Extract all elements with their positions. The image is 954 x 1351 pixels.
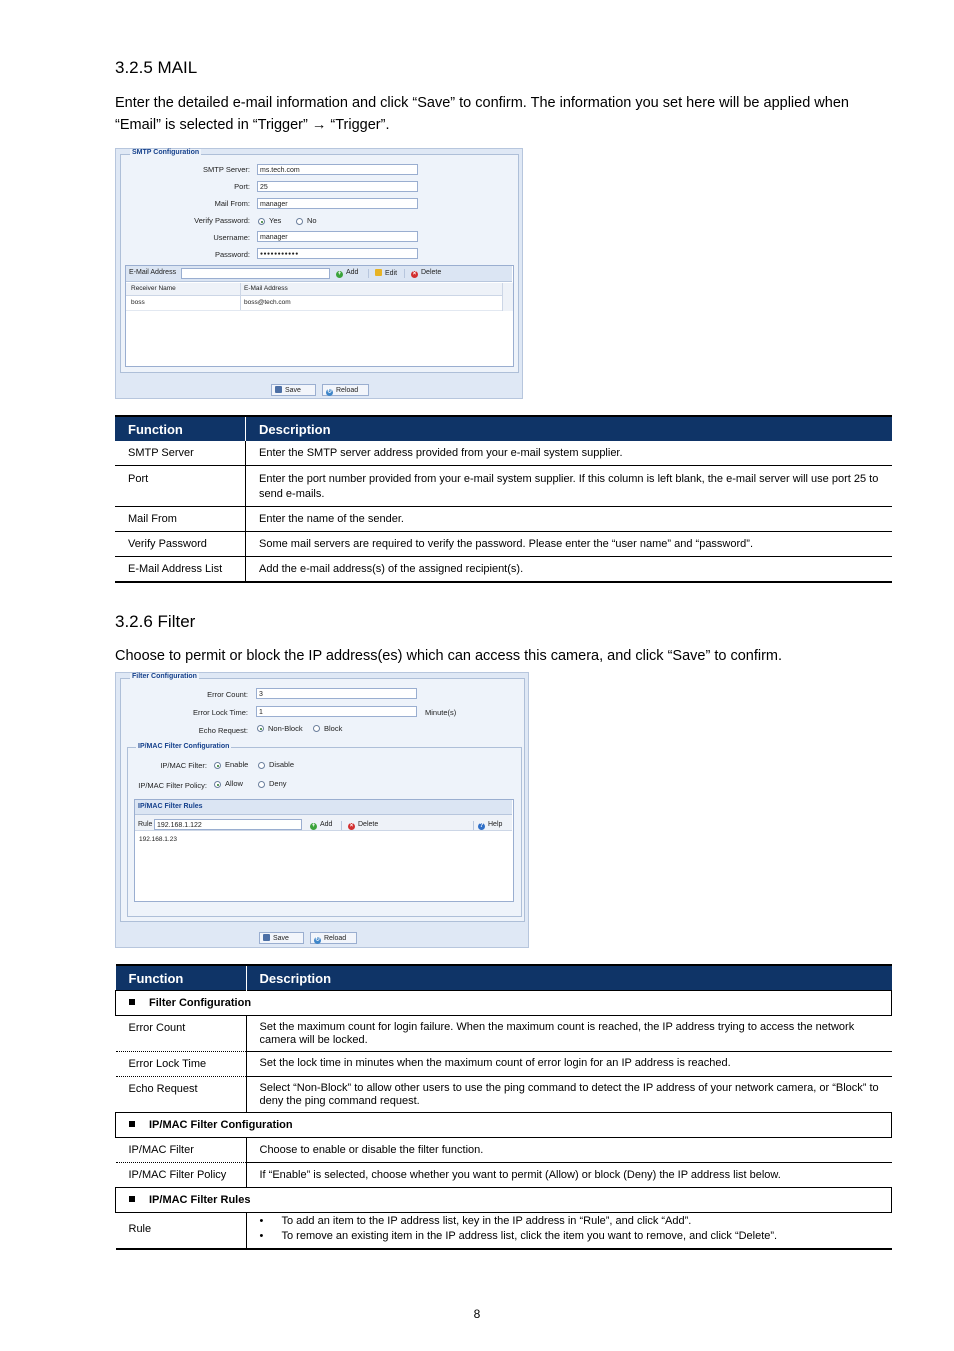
delete-icon: ×	[412, 271, 417, 277]
edit-icon	[375, 269, 382, 276]
echo-block-label: Block	[324, 724, 343, 733]
mail-from-input[interactable]: manager	[257, 198, 418, 209]
ipmac-enable-label: Enable	[225, 760, 249, 769]
function-cell: SMTP Server	[115, 441, 246, 466]
function-cell: Verify Password	[115, 532, 246, 557]
email-address-label: E-Mail Address	[129, 269, 177, 276]
table-row	[116, 1138, 892, 1163]
rule-delete-button[interactable]: × Delete	[349, 821, 379, 829]
description-cell: Enter the port number provided from your e-mail system supplier. If this column is left blank, the e-mail server will use port 25 to send e-mails.	[246, 466, 893, 507]
username-input[interactable]: manager	[257, 231, 418, 242]
error-count-input[interactable]: 3	[256, 688, 417, 699]
help-icon: ?	[479, 823, 484, 829]
ipmac-disable-label: Disable	[269, 760, 295, 769]
fn-rule: Rule	[116, 1213, 247, 1250]
filter-heading: 3.2.6 Filter	[115, 612, 196, 631]
table-row	[115, 532, 892, 557]
filter-reload-button[interactable]: ↻ Reload	[310, 932, 357, 944]
table-row	[115, 441, 892, 466]
desc-echo-request: Select “Non-Block” to allow other users to use the ping command to detect the IP address of your network camera, or “Block” to deny the ping command request.	[246, 1077, 892, 1113]
table-row	[116, 1163, 892, 1188]
rule-bullet-add: • To add an item to the IP address list, key in the IP address in “Rule”, and click “Add”.	[260, 1214, 884, 1229]
email-grid-scrollbar[interactable]	[502, 283, 513, 311]
verify-yes-radio[interactable]	[258, 218, 265, 225]
reload-icon: ↻	[326, 389, 333, 395]
smtp-server-input[interactable]: ms.tech.com	[257, 164, 418, 175]
desc-error-lock-time: Set the lock time in minutes when the maximum count of error login for an IP address is reached.	[246, 1052, 892, 1077]
mail-from-label: Mail From:	[214, 199, 250, 208]
square-bullet-icon	[129, 1196, 135, 1202]
rule-help-button[interactable]: ? Help	[479, 821, 503, 829]
error-lock-time-label: Error Lock Time:	[192, 708, 248, 717]
section-ipmac-filter-configuration: IP/MAC Filter Configuration	[116, 1113, 892, 1138]
ipmac-filter-label: IP/MAC Filter:	[160, 761, 207, 770]
verify-password-label: Verify Password:	[194, 216, 250, 225]
policy-deny-radio[interactable]	[258, 781, 265, 788]
table-row	[115, 507, 892, 532]
add-email-button[interactable]: + Add	[337, 269, 359, 277]
verify-no-radio[interactable]	[296, 218, 303, 225]
fn-error-count: Error Count	[116, 1016, 247, 1052]
rule-label: Rule	[138, 821, 153, 828]
reload-icon: ↻	[314, 937, 321, 943]
table-row	[115, 557, 892, 583]
filter-intro: Choose to permit or block the IP address(es) which can access this camera, and click “Save” to confirm.	[115, 648, 783, 664]
page-number: 8	[473, 1307, 481, 1321]
password-label: Password:	[214, 250, 250, 259]
email-row-address[interactable]: boss@tech.com	[244, 299, 291, 306]
section-ipmac-filter-rules: IP/MAC Filter Rules	[116, 1188, 892, 1213]
fn-ipmac-filter: IP/MAC Filter	[116, 1138, 247, 1163]
add-icon: +	[311, 823, 316, 829]
desc-error-count: Set the maximum count for login failure. When the maximum count is reached, the IP address trying to access the network camera will be locked.	[246, 1016, 892, 1052]
echo-request-label: Echo Request:	[198, 726, 248, 735]
square-bullet-icon	[129, 1121, 135, 1127]
save-icon	[263, 934, 270, 941]
minutes-label: Minute(s)	[425, 708, 457, 717]
policy-allow-label: Allow	[225, 779, 243, 788]
table-row	[115, 466, 892, 507]
function-cell: Mail From	[115, 507, 246, 532]
description-cell: Some mail servers are required to verify the password. Please enter the “user name” and “password”.	[246, 532, 893, 557]
col-receiver-name: Receiver Name	[131, 285, 176, 292]
error-lock-time-input[interactable]: 1	[256, 706, 417, 717]
fn-ipmac-filter-policy: IP/MAC Filter Policy	[116, 1163, 247, 1188]
smtp-server-label: SMTP Server:	[203, 165, 250, 174]
filter-function-table	[115, 964, 892, 1250]
table-row	[116, 1052, 892, 1077]
email-address-input[interactable]	[181, 268, 330, 279]
filter-col-description: Description	[246, 965, 892, 991]
mail-save-button[interactable]: Save	[271, 384, 316, 396]
desc-ipmac-filter-policy: If “Enable” is selected, choose whether you want to permit (Allow) or block (Deny) the IP address list below.	[246, 1163, 892, 1188]
filter-legend: Filter Configuration	[132, 673, 197, 680]
description-cell: Add the e-mail address(s) of the assigned recipient(s).	[246, 557, 893, 583]
mail-heading: 3.2.5 MAIL	[115, 58, 198, 77]
mail-col-description: Description	[246, 416, 893, 441]
ipmac-enable-radio[interactable]	[214, 762, 221, 769]
email-row-receiver[interactable]: boss	[131, 299, 145, 306]
function-cell: E-Mail Address List	[115, 557, 246, 583]
delete-email-button[interactable]: × Delete	[412, 269, 442, 277]
filter-save-button[interactable]: Save	[259, 932, 304, 944]
rule-list-item[interactable]: 192.168.1.23	[139, 836, 177, 843]
table-row	[116, 1016, 892, 1052]
fn-error-lock-time: Error Lock Time	[116, 1052, 247, 1077]
echo-nonblock-radio[interactable]	[257, 725, 264, 732]
rule-add-button[interactable]: + Add	[311, 821, 333, 829]
rule-input[interactable]: 192.168.1.122	[154, 819, 302, 830]
error-count-label: Error Count:	[207, 690, 248, 699]
add-icon: +	[337, 271, 342, 277]
rule-bullet-delete: • To remove an existing item in the IP address list, click the item you want to remove, and click “Delete”.	[260, 1229, 884, 1244]
echo-nonblock-label: Non-Block	[268, 724, 303, 733]
mail-col-function: Function	[115, 416, 246, 441]
smtp-screenshot	[115, 148, 523, 399]
rules-title: IP/MAC Filter Rules	[138, 803, 203, 810]
description-cell: Enter the SMTP server address provided from your e-mail system supplier.	[246, 441, 893, 466]
fn-echo-request: Echo Request	[116, 1077, 247, 1113]
echo-block-radio[interactable]	[313, 725, 320, 732]
ipmac-policy-label: IP/MAC Filter Policy:	[138, 781, 207, 790]
description-cell: Enter the name of the sender.	[246, 507, 893, 532]
port-label: Port:	[234, 182, 250, 191]
delete-icon: ×	[349, 823, 354, 829]
table-row	[116, 1213, 892, 1250]
ipmac-disable-radio[interactable]	[258, 762, 265, 769]
section-filter-configuration: Filter Configuration	[116, 991, 892, 1016]
filter-screenshot	[115, 672, 529, 948]
mail-function-table	[115, 415, 892, 583]
edit-email-button[interactable]: Edit	[375, 269, 397, 277]
port-input[interactable]: 25	[257, 181, 418, 192]
save-icon	[275, 386, 282, 393]
mail-reload-button[interactable]: ↻ Reload	[322, 384, 369, 396]
square-bullet-icon	[129, 999, 135, 1005]
smtp-legend: SMTP Configuration	[132, 149, 200, 156]
mail-intro: Enter the detailed e-mail information and click “Save” to confirm. The information you set here will be applied when “Email” is selected in “Trigger” → “Trigger”.	[115, 95, 849, 133]
username-label: Username:	[213, 233, 250, 242]
ipmac-legend: IP/MAC Filter Configuration	[138, 743, 230, 750]
policy-allow-radio[interactable]	[214, 781, 221, 788]
table-row	[116, 1077, 892, 1113]
verify-no-label: No	[307, 216, 317, 225]
filter-col-function: Function	[116, 965, 247, 991]
policy-deny-label: Deny	[269, 779, 287, 788]
function-cell: Port	[115, 466, 246, 507]
email-grid-header	[126, 283, 502, 296]
password-input[interactable]: ●●●●●●●●●●●	[257, 248, 418, 259]
col-email-address: E-Mail Address	[244, 285, 288, 292]
verify-yes-label: Yes	[269, 216, 282, 225]
desc-ipmac-filter: Choose to enable or disable the filter function.	[246, 1138, 892, 1163]
desc-rule	[246, 1213, 892, 1250]
